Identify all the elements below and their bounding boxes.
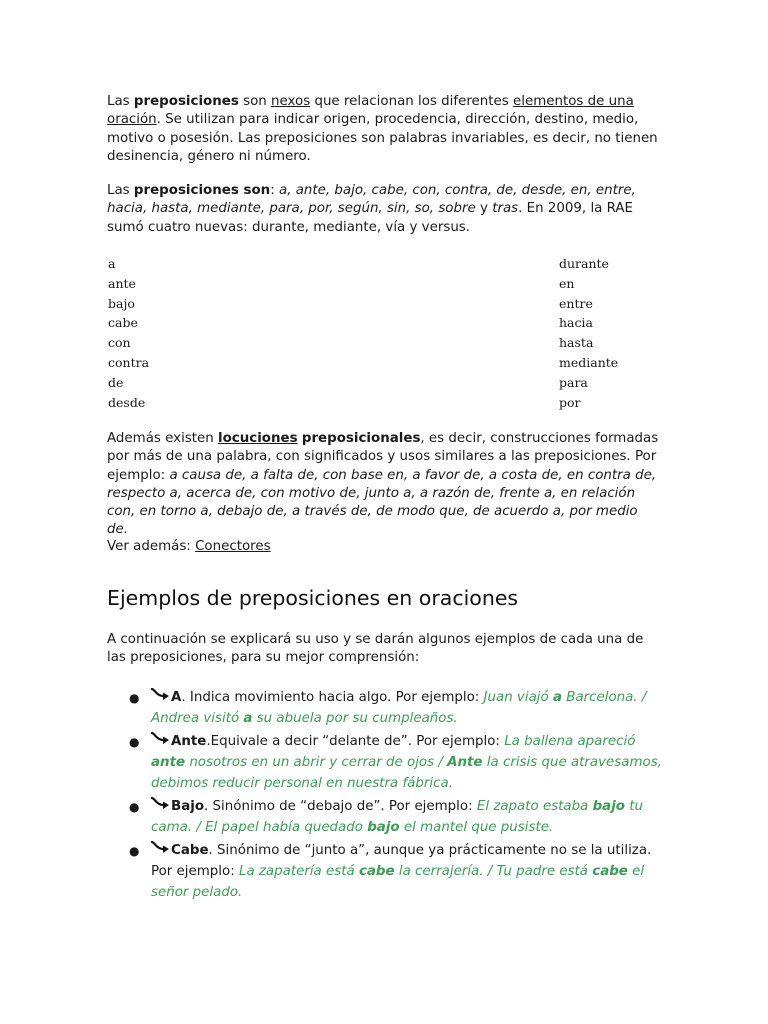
- locuciones-paragraph: [107, 430, 659, 540]
- highlighted-preposition: cabe: [358, 863, 395, 879]
- preposition-item: de: [108, 374, 124, 390]
- example-description: . Sinónimo de “junto a”, aunque ya prácticamente no se la utiliza. Por ejemplo:: [151, 843, 652, 879]
- example-description: . Indica movimiento hacia algo. Por ejemplo:: [181, 690, 484, 705]
- preposition-item: bajo: [108, 295, 135, 311]
- example-text: Barcelona. / Andrea visitó: [151, 690, 647, 726]
- see-also-line: [107, 538, 659, 556]
- example-term: A: [171, 690, 182, 705]
- highlighted-preposition: Ante: [447, 754, 483, 770]
- example-description: .Equivale a decir “delante de”. Por ejemplo:: [206, 734, 505, 750]
- text: . En 2009, la RAE sumó cuatro nuevas: durante, mediante, vía y versus.: [107, 201, 634, 235]
- see-also-label: Ver además:: [107, 539, 196, 554]
- term-preposicionales: preposicionales: [301, 431, 421, 446]
- text: . Se utilizan para indicar origen, procedencia, dirección, destino, medio, motivo o posesión. Las preposiciones son palabras invariables, es decir, no tienen desinencia, género ni número.: [107, 112, 658, 164]
- link-locuciones[interactable]: locuciones: [218, 431, 298, 446]
- example-item: [107, 732, 667, 794]
- example-term: Bajo: [171, 798, 205, 814]
- example-text: tu cama. / El papel había quedado: [151, 798, 644, 835]
- link-elementos-oracion[interactable]: elementos de una oración: [107, 94, 634, 128]
- preposition-column-left: [108, 254, 149, 412]
- preposition-column-right: [559, 254, 618, 412]
- preposition-item: a: [108, 256, 116, 271]
- example-text: la cerrajería. / Tu padre está: [394, 863, 593, 879]
- example-text: nosotros en un abrir y cerrar de ojos /: [185, 754, 448, 770]
- example-text: Juan viajó: [483, 690, 553, 705]
- link-conectores[interactable]: Conectores: [195, 539, 271, 554]
- bullet-icon: ●: [129, 799, 140, 814]
- preposition-item: ante: [108, 275, 136, 291]
- preposition-item: en: [559, 275, 575, 291]
- example-item: [107, 841, 667, 903]
- term-preposiciones-son: preposiciones son: [133, 183, 271, 198]
- text: :: [270, 183, 279, 198]
- preposition-item: entre: [559, 295, 593, 311]
- bullet-icon: ●: [129, 691, 140, 705]
- text: que relacionan los diferentes: [310, 94, 513, 109]
- text: , es decir, construcciones formadas por más de una palabra, con significados y usos similares a las preposiciones. Por ejemplo:: [107, 431, 659, 483]
- locuciones-examples: a causa de, a falta de, con base en, a favor de, a costa de, en contra de, respecto a, acerca de, con motivo de, junto a, a razón de, frente a, en relación con, en torno a, debajo de, a través de, de modo que, de acuerdo a, por medio de.: [107, 467, 657, 538]
- example-term: Ante: [171, 734, 207, 750]
- text: Las: [107, 183, 134, 198]
- curved-arrow-icon: [151, 688, 171, 702]
- highlighted-preposition: bajo: [592, 798, 626, 814]
- example-text: su abuela por su cumpleaños.: [252, 710, 458, 726]
- curved-arrow-icon: [151, 797, 171, 811]
- intro-paragraph: [107, 93, 659, 166]
- link-nexos[interactable]: nexos: [271, 94, 311, 109]
- preposition-list: a, ante, bajo, cabe, con, contra, de, desde, en, entre, hacia, hasta, mediante, para, por, según, sin, so, sobre: [107, 183, 636, 217]
- term-preposiciones: preposiciones: [133, 94, 239, 109]
- examples-list: [107, 688, 667, 906]
- preposition-item: cabe: [108, 315, 138, 331]
- example-text: La zapatería está: [238, 863, 359, 879]
- preposition-tras: tras: [492, 201, 519, 217]
- curved-arrow-icon: [151, 732, 171, 746]
- example-description: . Sinónimo de “debajo de”. Por ejemplo:: [204, 798, 477, 814]
- example-text: la crisis que atravesamos, debimos reducir personal en nuestra fábrica.: [151, 754, 662, 791]
- highlighted-preposition: cabe: [592, 863, 628, 879]
- bullet-icon: ●: [129, 844, 140, 859]
- highlighted-preposition: bajo: [367, 819, 400, 835]
- example-text: La ballena apareció: [504, 734, 636, 750]
- preposition-item: por: [559, 394, 581, 410]
- preposition-item: durante: [559, 256, 609, 271]
- text: Además existen: [107, 431, 219, 446]
- bullet-icon: ●: [129, 735, 140, 750]
- example-item: [107, 688, 667, 730]
- example-item: [107, 797, 667, 839]
- preposition-item: con: [108, 335, 131, 351]
- example-text: El zapato estaba: [476, 798, 593, 814]
- highlighted-preposition: a: [552, 690, 562, 705]
- example-term: Cabe: [171, 843, 209, 859]
- section-heading: Ejemplos de preposiciones en oraciones: [107, 586, 519, 610]
- preposition-item: hasta: [559, 335, 594, 351]
- preposition-item: mediante: [559, 354, 619, 370]
- text: y: [475, 201, 493, 217]
- section-intro: A continuación se explicará su uso y se darán algunos ejemplos de cada una de las preposiciones, para su mejor comprensión:: [107, 632, 644, 666]
- preposition-item: desde: [108, 394, 146, 410]
- preposition-item: contra: [108, 354, 150, 370]
- highlighted-preposition: a: [243, 710, 253, 726]
- preposition-item: hacia: [559, 315, 593, 331]
- preposition-item: para: [559, 374, 588, 390]
- text: Las: [107, 94, 134, 109]
- text: son: [238, 94, 272, 109]
- example-text: el mantel que pusiste.: [399, 819, 554, 835]
- example-text: el señor pelado.: [151, 863, 645, 900]
- preposition-list-paragraph: [107, 182, 659, 237]
- highlighted-preposition: ante: [151, 754, 186, 770]
- curved-arrow-icon: [151, 841, 171, 855]
